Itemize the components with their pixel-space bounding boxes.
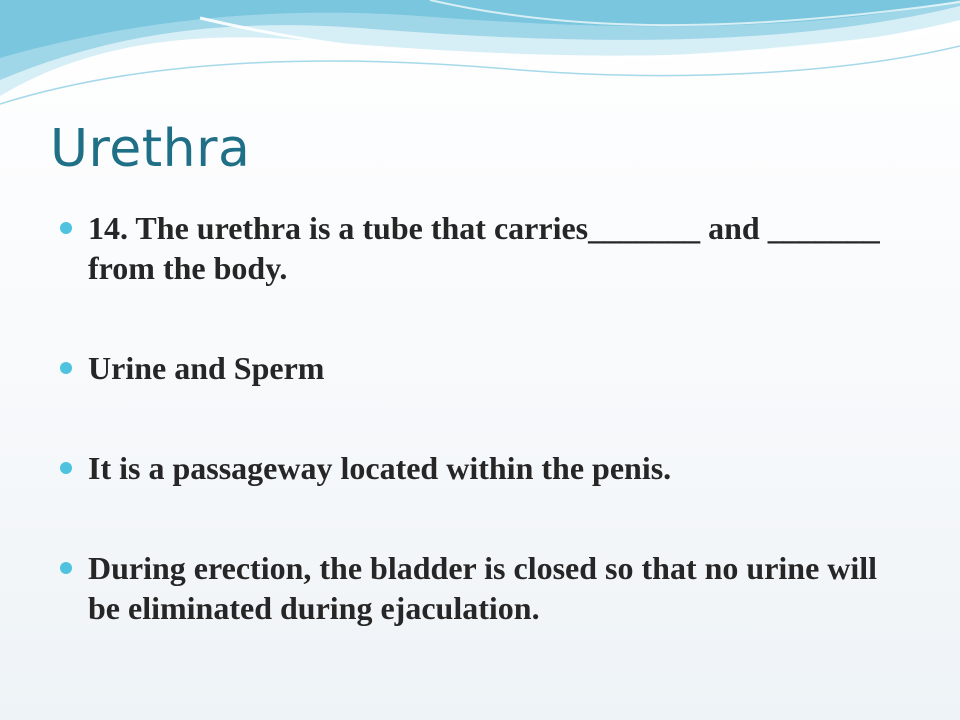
wave-highlight-2: [0, 46, 960, 104]
bullet-item: [60, 548, 900, 628]
bullet-text: During erection, the bladder is closed so that no urine will be eliminated during ejaculation.: [88, 550, 878, 626]
bullet-item: [60, 348, 900, 388]
bullet-item: [60, 208, 900, 288]
bullet-dot-icon: [60, 562, 72, 574]
bullet-text: 14. The urethra is a tube that carries_______ and _______ from the body.: [88, 210, 880, 286]
bullet-dot-icon: [60, 462, 72, 474]
bullet-dot-icon: [60, 222, 72, 234]
bullet-text: It is a passageway located within the penis.: [88, 450, 672, 486]
slide-title: Urethra: [50, 119, 251, 179]
bullet-list: [60, 208, 900, 628]
bullet-item: [60, 448, 900, 488]
wave-header-decoration: [0, 0, 960, 110]
bullet-text: Urine and Sperm: [88, 350, 325, 386]
bullet-dot-icon: [60, 362, 72, 374]
